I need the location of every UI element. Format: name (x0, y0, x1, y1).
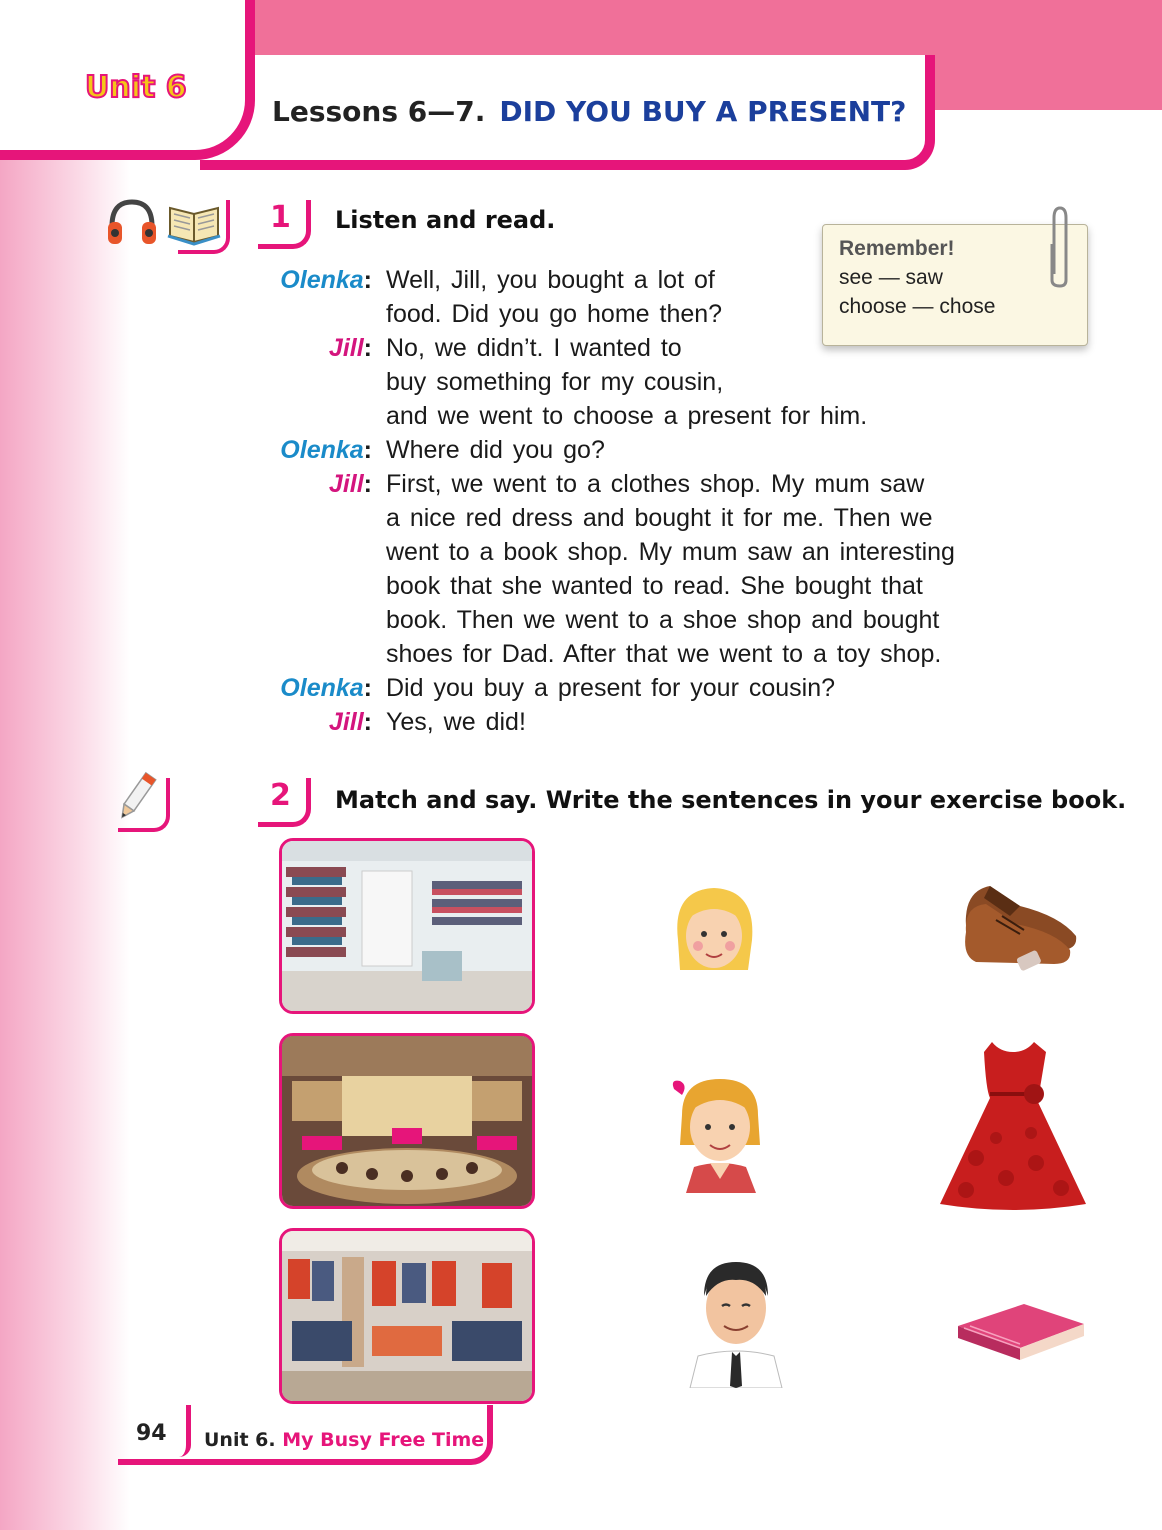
speaker-jill: Jill: (328, 708, 372, 736)
page-title (272, 95, 906, 128)
lesson-title: DID YOU BUY A PRESENT? (499, 95, 907, 128)
icon-bracket (118, 778, 170, 832)
speaker-olenka: Olenka: (280, 436, 372, 464)
dialogue-line (240, 436, 1100, 470)
unit-badge-label: Unit (85, 70, 156, 105)
dad-face (684, 1256, 788, 1388)
dialogue-text: buy something for my cousin, (386, 368, 724, 396)
dialogue-text: First, we went to a clothes shop. My mum saw (386, 470, 925, 498)
dialogue-text: Did you buy a present for your cousin? (386, 674, 836, 702)
dialogue-line (240, 504, 1100, 538)
shoes-image (960, 876, 1084, 978)
remember-line: see — saw (839, 266, 943, 289)
dialogue-text: Well, Jill, you bought a lot of (386, 266, 715, 294)
dialogue-text: Yes, we did! (386, 708, 526, 736)
dialogue-line (240, 470, 1100, 504)
dialogue-text: No, we didn’t. I wanted to (386, 334, 682, 362)
headphones-icon (104, 196, 160, 246)
dialogue-line (240, 538, 1100, 572)
exercise-2-instruction: Match and say. Write the sentences in your exercise book. (335, 786, 1127, 814)
red-dress-image (936, 1038, 1090, 1212)
dialogue-text: a nice red dress and bought it for me. Then we (386, 504, 933, 532)
dialogue-line (240, 708, 1100, 742)
page-footer (118, 1405, 493, 1465)
speaker-olenka: Olenka: (280, 674, 372, 702)
footer-unit-title: My Busy Free Time (282, 1429, 485, 1451)
lesson-label: Lessons 6—7. (272, 95, 486, 128)
footer-unit-label: Unit 6. (204, 1429, 276, 1451)
book-image (954, 1298, 1088, 1364)
book-shop-photo (279, 838, 535, 1014)
jill-face (668, 880, 760, 980)
dialogue-text: Where did you go? (386, 436, 605, 464)
dialogue-line (240, 266, 1100, 300)
page-number: 94 (136, 1421, 167, 1446)
exercise-1-number: 1 (270, 200, 291, 235)
dialogue-text: book. Then we went to a shoe shop and bought (386, 606, 940, 634)
speaker-olenka: Olenka: (280, 266, 372, 294)
dialogue-line (240, 572, 1100, 606)
icon-bracket (178, 200, 230, 254)
exercise-1-instruction: Listen and read. (335, 206, 556, 234)
dialogue-text: book that she wanted to read. She bought that (386, 572, 923, 600)
dialogue-line (240, 402, 1100, 436)
remember-title: Remember! (839, 237, 955, 260)
dialogue-text: and we went to choose a present for him. (386, 402, 868, 430)
unit-badge (85, 70, 187, 105)
clothes-shop-photo (279, 1228, 535, 1404)
dialogue-line (240, 300, 1100, 334)
remember-line: choose — chose (839, 295, 996, 318)
dialogue-text: went to a book shop. My mum saw an interesting (386, 538, 955, 566)
dialogue-text: shoes for Dad. After that we went to a toy shop. (386, 640, 942, 668)
dialogue-line (240, 368, 1100, 402)
speaker-jill: Jill: (328, 334, 372, 362)
shoe-shop-photo (279, 1033, 535, 1209)
dialogue-text: food. Did you go home then? (386, 300, 723, 328)
exercise-2-number: 2 (270, 778, 291, 813)
dialogue-line (240, 334, 1100, 368)
dialogue-line (240, 640, 1100, 674)
dialogue-line (240, 674, 1100, 708)
speaker-jill: Jill: (328, 470, 372, 498)
dialogue (240, 266, 1100, 742)
mum-face (668, 1075, 772, 1193)
dialogue-line (240, 606, 1100, 640)
unit-badge-number: 6 (165, 70, 187, 105)
